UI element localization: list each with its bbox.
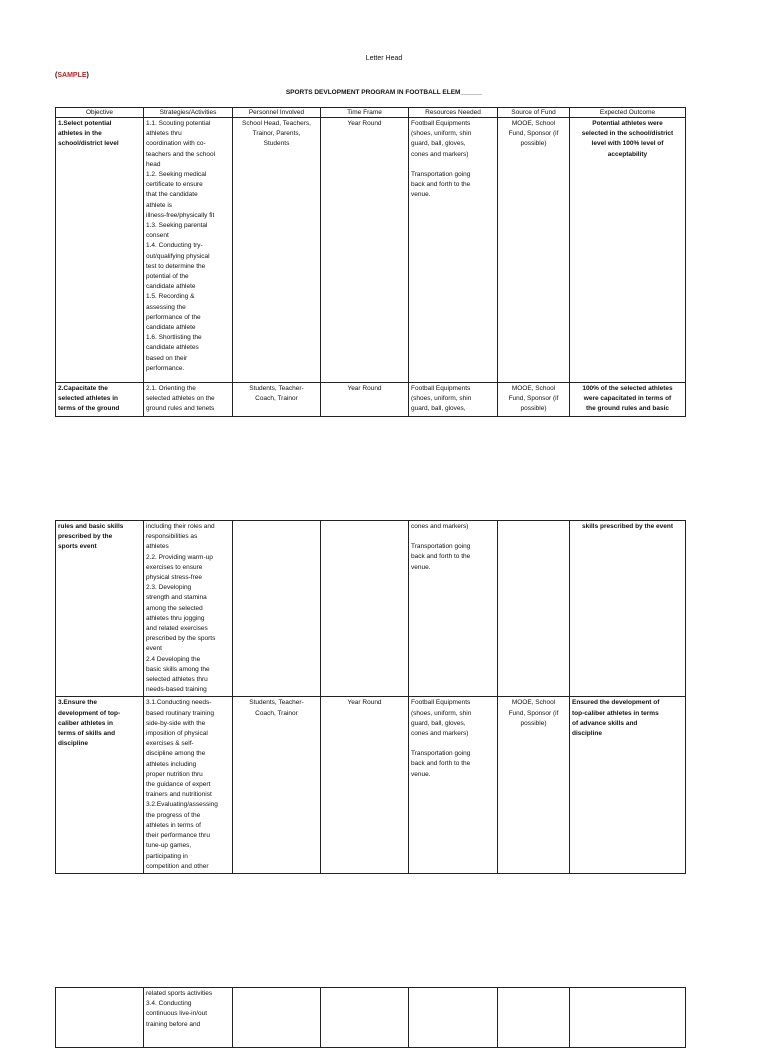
text-line: athletes thru jogging <box>146 614 205 622</box>
text-line: Football Equipments <box>411 120 471 127</box>
header-expected-outcome: Expected Outcome <box>570 108 686 118</box>
time-frame-cell <box>321 988 409 1048</box>
text-line: Transportation going <box>411 543 471 551</box>
text-line: prescribed by the <box>58 533 113 541</box>
letter-head: Letter Head <box>365 55 403 62</box>
text-line: athletes in the <box>58 130 102 138</box>
text-line: participating in <box>146 852 188 860</box>
text-line: possible) <box>520 405 547 413</box>
text-line: potential of the <box>146 273 189 281</box>
text-line: side-by-side with the <box>146 719 206 727</box>
text-line: of advance skills and <box>572 719 638 727</box>
time-frame-cell <box>321 521 409 697</box>
text-line: certificate to ensure <box>146 181 203 189</box>
text-line: head <box>146 160 161 168</box>
text-line: terms of the ground <box>58 405 120 413</box>
text-line: Students <box>263 140 290 148</box>
resources-equipment <box>411 522 495 532</box>
resources-equipment <box>411 698 495 739</box>
text-line: 3.4. Conducting <box>146 1000 192 1008</box>
text-line: cones and markers) <box>411 150 469 158</box>
text-line: 2.Capacitate the <box>58 385 108 392</box>
text-line: were capacitated in terms of <box>583 395 672 403</box>
text-line: guard, ball, gloves, <box>411 140 466 148</box>
time-frame-cell <box>321 697 409 873</box>
objective-cell <box>56 383 144 417</box>
text-line: development of top- <box>58 709 121 717</box>
text-line: coordination with co- <box>146 140 206 148</box>
text-line: Fund, Sponsor (if <box>508 395 559 403</box>
table-row <box>56 118 686 383</box>
sample-label <box>55 72 89 79</box>
text-line: training before and <box>146 1020 201 1028</box>
text-line: skills prescribed by the event <box>581 523 674 530</box>
header-personnel: Personnel Involved <box>233 108 321 118</box>
program-title: SPORTS DEVLOPMENT PROGRAM IN FOOTBALL ELEM______ <box>285 89 483 96</box>
objective-cell <box>56 988 144 1048</box>
text-line: MOOE, School <box>511 120 556 127</box>
text-line: the progress of the <box>146 811 201 819</box>
text-line: athletes thru <box>146 130 182 138</box>
text-line: discipline among the <box>146 750 206 758</box>
program-table-page-3 <box>55 987 686 1048</box>
text-line: selected in the school/district <box>581 130 674 138</box>
text-line: back and forth to the <box>411 553 471 561</box>
text-line: Fund, Sponsor (if <box>508 709 559 717</box>
text-line: Year Round <box>347 120 382 127</box>
text-line: 1.3. Seeking parental <box>146 222 208 230</box>
text-line: Football Equipments <box>411 385 471 392</box>
personnel-cell <box>233 521 321 697</box>
text-line: Trainor, Parents, <box>252 130 301 138</box>
text-line: (shoes, uniform, shin <box>411 130 472 138</box>
text-line: caliber athletes in <box>58 719 113 727</box>
text-line: their performance thru <box>146 832 210 840</box>
text-line: Transportation going <box>411 170 471 178</box>
text-line: level with 100% level of <box>591 140 664 148</box>
text-line: and related exercises <box>146 625 208 633</box>
text-line: out/qualifying physical <box>146 252 210 260</box>
resources-cell <box>409 383 498 417</box>
text-line: sports event <box>58 543 97 551</box>
text-line: back and forth to the <box>411 181 471 189</box>
resources-transportation <box>411 542 495 573</box>
text-line: trainers and nutritionist <box>146 791 212 799</box>
text-line: possible) <box>520 719 547 727</box>
text-line: that the candidate <box>146 191 198 199</box>
objective-cell <box>56 118 144 383</box>
text-line: guard, ball, gloves, <box>411 719 466 727</box>
strategies-cell <box>144 988 233 1048</box>
text-line: 2.3. Developing <box>146 584 192 592</box>
text-line: candidate athlete <box>146 283 196 291</box>
text-line: tune-up games, <box>146 842 192 850</box>
text-line: basic skills among the <box>146 665 210 673</box>
text-line: performance. <box>146 364 185 372</box>
text-line: Fund, Sponsor (if <box>508 130 559 138</box>
text-line: cones and markers) <box>411 730 469 738</box>
personnel-cell <box>233 118 321 383</box>
text-line: venue. <box>411 191 431 199</box>
text-line: selected athletes on the <box>146 395 215 403</box>
objective-cell <box>56 697 144 873</box>
text-line: the ground rules and basic <box>585 405 670 413</box>
text-line: 3.2.Evaluating/assessing <box>146 801 218 809</box>
outcome-cell <box>570 988 686 1048</box>
text-line: venue. <box>411 770 431 778</box>
text-line: 1.4. Conducting try- <box>146 242 203 250</box>
text-line: MOOE, School <box>511 385 556 392</box>
text-line: athletes in terms of <box>146 821 201 829</box>
text-line: athletes including <box>146 760 197 768</box>
text-line: consent <box>146 232 169 240</box>
header-time-frame: Time Frame <box>321 108 409 118</box>
strategies-cell <box>144 697 233 873</box>
text-line: top-caliber athletes in terms <box>572 709 659 717</box>
resources-transportation <box>411 749 495 780</box>
text-line: based routinary training <box>146 709 214 717</box>
text-line: strength and stamina <box>146 594 207 602</box>
time-frame-cell <box>321 118 409 383</box>
text-line: imposition of physical <box>146 730 208 738</box>
table-row <box>56 383 686 417</box>
text-line: discipline <box>58 740 88 748</box>
text-line: 2.4 Developing the <box>146 655 201 663</box>
header-objective: Objective <box>56 108 144 118</box>
text-line: possible) <box>520 140 547 148</box>
text-line: 1.5. Recording & <box>146 293 195 301</box>
text-line: candidate athletes <box>146 344 199 352</box>
text-line: among the selected <box>146 604 203 612</box>
resources-cell <box>409 697 498 873</box>
text-line: cones and markers) <box>411 523 469 530</box>
text-line: MOOE, School <box>511 699 556 707</box>
text-line: the guidance of expert <box>146 781 211 789</box>
objective-cell <box>56 521 144 697</box>
text-line: selected athletes in <box>58 395 118 403</box>
text-line: event <box>146 645 162 653</box>
resources-cell <box>409 521 498 697</box>
text-line: teachers and the school <box>146 150 216 158</box>
text-line: Football Equipments <box>411 699 471 707</box>
text-line: exercises to ensure <box>146 563 203 571</box>
text-line: physical stress-free <box>146 574 202 582</box>
fund-cell <box>498 988 570 1048</box>
text-line: responsibilities as <box>146 533 198 541</box>
sample-word: SAMPLE <box>57 72 87 79</box>
text-line: Students, Teacher- <box>249 385 304 392</box>
personnel-cell <box>233 988 321 1048</box>
header-strategies: Strategies/Activities <box>144 108 233 118</box>
text-line: including their roles and <box>146 523 215 530</box>
text-line: 2.1. Orienting the <box>146 385 196 392</box>
text-line: terms of skills and <box>58 730 116 738</box>
text-line: Transportation going <box>411 750 471 758</box>
text-line: discipline <box>572 730 602 738</box>
program-table-page-2 <box>55 520 686 874</box>
text-line: ground rules and tenets <box>146 405 215 413</box>
header-source-of-fund: Source of Fund <box>498 108 570 118</box>
sample-close-paren: ) <box>86 72 89 79</box>
resources-equipment <box>411 119 495 160</box>
strategies-cell <box>144 383 233 417</box>
text-line: Students, Teacher- <box>249 699 304 707</box>
text-line: guard, ball, gloves, <box>411 405 466 413</box>
outcome-cell <box>570 118 686 383</box>
resources-cell <box>409 118 498 383</box>
text-line: assessing the <box>146 303 186 311</box>
strategies-cell <box>144 118 233 383</box>
text-line: rules and basic skills <box>58 523 124 530</box>
text-line: acceptability <box>607 150 648 158</box>
text-line: test to determine the <box>146 262 206 270</box>
text-line: Year Round <box>347 385 382 392</box>
personnel-cell <box>233 697 321 873</box>
text-line: proper nutrition thru <box>146 770 203 778</box>
text-line: prescribed by the sports <box>146 635 216 643</box>
program-table-page-1 <box>55 107 686 417</box>
sample-open-paren: ( <box>55 72 58 79</box>
text-line: Year Round <box>347 699 382 707</box>
text-line: exercises & self- <box>146 740 194 748</box>
outcome-cell <box>570 521 686 697</box>
text-line: Potential athletes were <box>592 120 663 127</box>
fund-cell <box>498 383 570 417</box>
text-line: 1.2. Seeking medical <box>146 171 207 179</box>
resources-cell <box>409 988 498 1048</box>
personnel-cell <box>233 383 321 417</box>
text-line: candidate athlete <box>146 324 196 332</box>
table-row <box>56 697 686 873</box>
text-line: continuous live-in/out <box>146 1010 208 1018</box>
text-line: (shoes, uniform, shin <box>411 709 472 717</box>
text-line: Coach, Trainor <box>255 709 298 717</box>
text-line: 3.Ensure the <box>58 699 98 707</box>
text-line: School Head, Teachers, <box>242 120 311 127</box>
text-line: competition and other <box>146 862 209 870</box>
text-line: selected athletes thru <box>146 676 208 684</box>
text-line: school/district level <box>58 140 119 148</box>
table-row <box>56 521 686 697</box>
table-header-row <box>56 108 686 118</box>
header-resources: Resources Needed <box>409 108 498 118</box>
fund-cell <box>498 118 570 383</box>
text-line: Coach, Trainor <box>255 395 298 403</box>
text-line: 3.1.Conducting needs- <box>146 699 212 707</box>
fund-cell <box>498 697 570 873</box>
text-line: Ensured the development of <box>572 699 660 707</box>
text-line: 2.2. Providing warm-up <box>146 553 213 561</box>
text-line: (shoes, uniform, shin <box>411 395 472 403</box>
text-line: venue. <box>411 563 431 571</box>
text-line: 1.6. Shortlisting the <box>146 334 202 342</box>
text-line: 1.1. Scouting potential <box>146 120 211 127</box>
text-line: athletes <box>146 543 169 551</box>
text-line: based on their <box>146 354 188 362</box>
time-frame-cell <box>321 383 409 417</box>
strategies-cell <box>144 521 233 697</box>
text-line: performance of the <box>146 313 201 321</box>
text-line: related sports activities <box>146 990 213 997</box>
table-row <box>56 988 686 1048</box>
text-line: needs-based training <box>146 686 207 694</box>
text-line: athlete is <box>146 201 173 209</box>
text-line: illness-free/physically fit <box>146 211 215 219</box>
resources-transportation <box>411 170 495 201</box>
fund-cell <box>498 521 570 697</box>
outcome-cell <box>570 697 686 873</box>
outcome-cell <box>570 383 686 417</box>
text-line: 100% of the selected athletes <box>582 385 673 392</box>
text-line: 1.Select potential <box>58 120 112 127</box>
text-line: back and forth to the <box>411 760 471 768</box>
